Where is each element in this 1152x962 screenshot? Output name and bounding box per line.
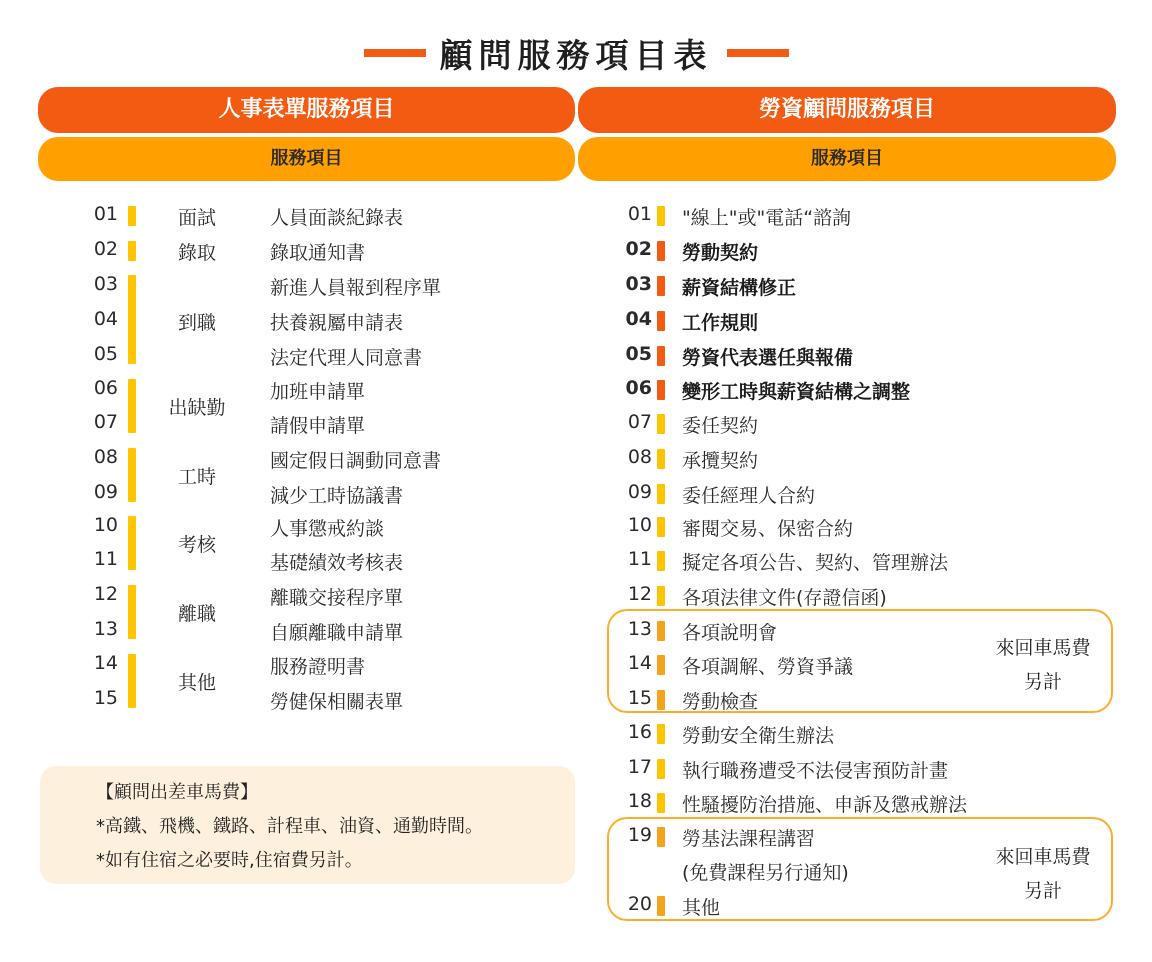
- note-line: *如有住宿之必要時,住宿費另計。: [96, 850, 363, 871]
- left-item: 勞健保相關表單: [270, 691, 404, 713]
- group-bar: [128, 585, 136, 639]
- right-item: "線上"或"電話“諮詢: [682, 207, 852, 229]
- left-item: 人事懲戒約談: [270, 518, 385, 540]
- left-subheader: 服務項目: [38, 137, 575, 181]
- fee-note-line: 另計: [1023, 880, 1062, 902]
- right-item: 勞動安全衛生辦法: [682, 725, 835, 747]
- right-item: 勞動檢查: [682, 691, 759, 713]
- item-bar: [657, 827, 665, 847]
- category-label: 工時: [177, 466, 216, 488]
- right-item: 擬定各項公告、契約、管理辦法: [682, 552, 949, 574]
- fee-note-line: 來回車馬費: [995, 637, 1091, 659]
- right-item: 委任契約: [682, 415, 759, 437]
- left-item: 服務證明書: [270, 656, 366, 678]
- left-item: 新進人員報到程序單: [270, 277, 442, 299]
- right-item: 各項說明會: [682, 622, 778, 644]
- category-label: 錄取: [177, 242, 216, 264]
- right-item: 審閱交易、保密合約: [682, 518, 854, 540]
- left-num: 09: [93, 481, 118, 503]
- left-num: 07: [93, 411, 118, 433]
- item-bar: [657, 551, 665, 571]
- note-heading: 【顧問出差車馬費】: [96, 782, 258, 803]
- right-num: 04: [625, 308, 652, 330]
- right-num: 18: [627, 790, 652, 812]
- right-num: 03: [625, 273, 652, 295]
- right-num: 07: [627, 411, 652, 433]
- title-right-dash: [727, 49, 789, 57]
- category-label: 考核: [177, 534, 216, 556]
- right-item: 工作規則: [682, 312, 759, 334]
- right-num: 11: [627, 548, 652, 570]
- right-item: 勞資代表選任與報備: [682, 347, 854, 369]
- right-num: 20: [627, 893, 652, 915]
- right-item: 薪資結構修正: [682, 277, 797, 299]
- item-bar: [657, 586, 665, 606]
- right-item: 性騷擾防治措施、申訴及懲戒辦法: [682, 794, 968, 816]
- group-bar: [128, 206, 136, 226]
- item-bar: [657, 793, 665, 813]
- item-bar: [657, 311, 665, 331]
- group-bar: [128, 275, 136, 364]
- right-item: 承攬契約: [682, 450, 759, 472]
- right-item: 其他: [682, 897, 721, 919]
- right-num: 19: [627, 824, 652, 846]
- item-bar: [657, 241, 665, 261]
- note-line: *高鐵、飛機、鐵路、計程車、油資、通勤時間。: [96, 816, 483, 837]
- category-label: 到職: [177, 312, 216, 334]
- left-num: 05: [93, 343, 118, 365]
- right-item: 勞基法課程講習: [682, 828, 816, 850]
- group-bar: [128, 241, 136, 261]
- item-bar: [657, 724, 665, 744]
- fee-note-line: 來回車馬費: [995, 846, 1091, 868]
- title-left-dash: [364, 49, 426, 57]
- left-item: 扶養親屬申請表: [270, 312, 404, 334]
- left-item: 基礎績效考核表: [270, 552, 404, 574]
- right-num: 13: [627, 618, 652, 640]
- right-item-note: (免費課程另行通知): [682, 862, 849, 884]
- left-item: 離職交接程序單: [270, 587, 404, 609]
- group-bar: [128, 516, 136, 570]
- item-bar: [657, 621, 665, 641]
- left-num: 13: [93, 618, 118, 640]
- item-bar: [657, 206, 665, 226]
- right-header: 勞資顧問服務項目: [578, 87, 1116, 133]
- right-num: 12: [627, 583, 652, 605]
- left-item: 國定假日調動同意書: [270, 450, 442, 472]
- item-bar: [657, 484, 665, 504]
- right-num: 10: [627, 514, 652, 536]
- right-subheader: 服務項目: [578, 137, 1116, 181]
- left-item: 人員面談紀錄表: [270, 207, 404, 229]
- left-num: 06: [93, 377, 118, 399]
- left-num: 02: [93, 238, 118, 260]
- left-item: 法定代理人同意書: [270, 347, 423, 369]
- group-bar: [128, 654, 136, 708]
- group-bar: [128, 379, 136, 433]
- left-item: 加班申請單: [270, 381, 366, 403]
- left-item: 減少工時協議書: [270, 485, 404, 507]
- item-bar: [657, 690, 665, 710]
- left-num: 04: [93, 308, 118, 330]
- right-num: 17: [627, 756, 652, 778]
- right-num: 16: [627, 721, 652, 743]
- item-bar: [657, 517, 665, 537]
- right-item: 各項法律文件(存證信函): [682, 587, 887, 609]
- item-bar: [657, 759, 665, 779]
- right-item: 變形工時與薪資結構之調整: [682, 381, 911, 403]
- item-bar: [657, 449, 665, 469]
- left-num: 08: [93, 446, 118, 468]
- left-num: 03: [93, 273, 118, 295]
- left-item: 請假申請單: [270, 415, 366, 437]
- right-num: 08: [627, 446, 652, 468]
- right-item: 委任經理人合約: [682, 485, 816, 507]
- page-title: 顧問服務項目表: [439, 35, 713, 75]
- item-bar: [657, 276, 665, 296]
- left-item: 錄取通知書: [270, 242, 366, 264]
- right-num: 14: [627, 652, 652, 674]
- left-num: 11: [93, 548, 118, 570]
- right-num: 09: [627, 481, 652, 503]
- category-label: 離職: [177, 603, 216, 625]
- right-num: 02: [625, 238, 652, 260]
- right-item: 各項調解、勞資爭議: [682, 656, 854, 678]
- item-bar: [657, 896, 665, 916]
- right-num: 05: [625, 343, 652, 365]
- right-item: 執行職務遭受不法侵害預防計畫: [682, 760, 949, 782]
- page-title-row: [0, 28, 1152, 78]
- group-bar: [128, 448, 136, 502]
- left-num: 01: [93, 203, 118, 225]
- category-label: 其他: [177, 672, 216, 694]
- category-label: 面試: [177, 207, 216, 229]
- category-label: 出缺勤: [168, 397, 226, 419]
- left-num: 14: [93, 652, 118, 674]
- left-item: 自願離職申請單: [270, 622, 404, 644]
- item-bar: [657, 346, 665, 366]
- right-item: 勞動契約: [682, 242, 759, 264]
- item-bar: [657, 655, 665, 675]
- left-num: 15: [93, 687, 118, 709]
- item-bar: [657, 414, 665, 434]
- left-num: 10: [93, 514, 118, 536]
- left-header: 人事表單服務項目: [38, 87, 575, 133]
- left-num: 12: [93, 583, 118, 605]
- right-num: 01: [627, 203, 652, 225]
- fee-note-line: 另計: [1023, 671, 1062, 693]
- right-num: 06: [625, 377, 652, 399]
- right-num: 15: [627, 687, 652, 709]
- item-bar: [657, 380, 665, 400]
